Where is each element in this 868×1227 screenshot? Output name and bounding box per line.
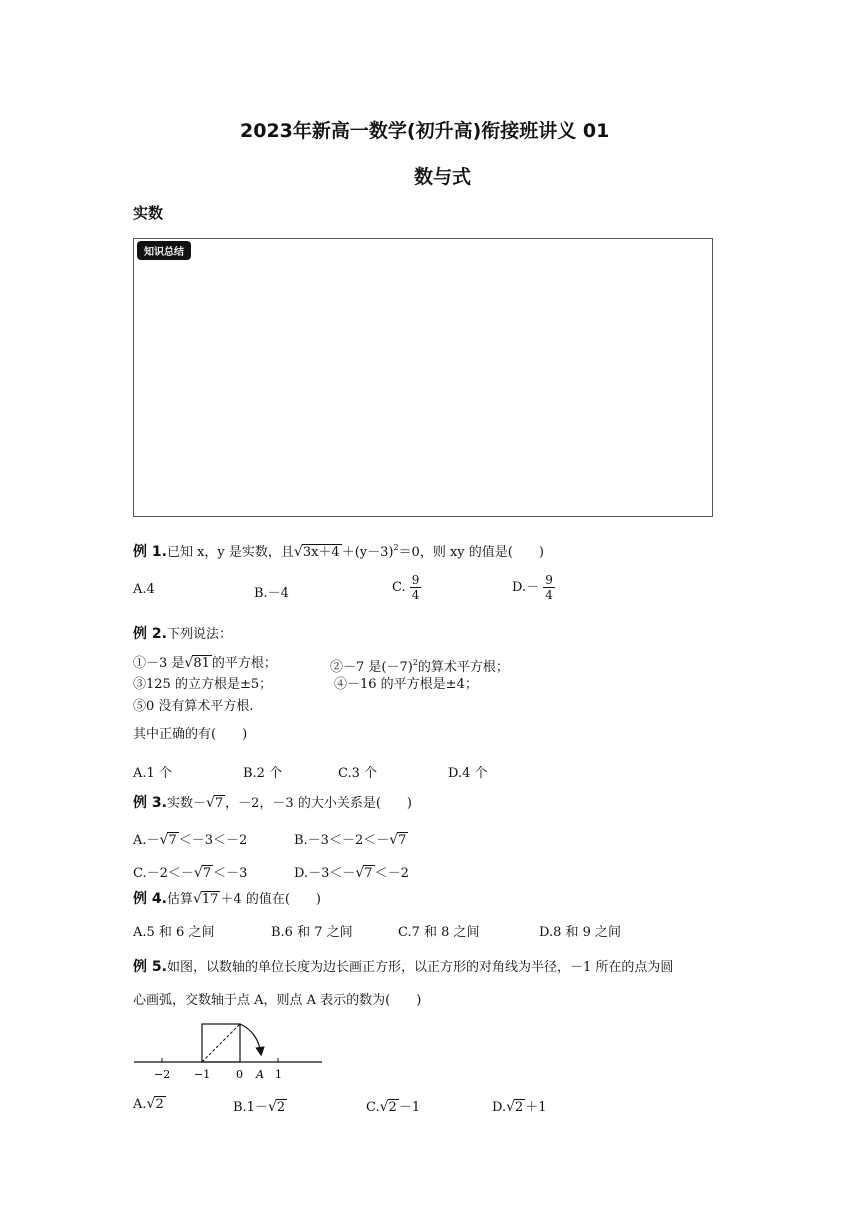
page-title: 2023年新高一数学(初升高)衔接班讲义 01 bbox=[240, 120, 610, 142]
example-1-option-a: A.4 bbox=[133, 582, 155, 597]
fraction: $\frac{9}{4}$ bbox=[411, 573, 420, 602]
statement-4: ④－16 的平方根是±4； bbox=[334, 677, 478, 692]
radicand: 3x＋4 bbox=[302, 545, 340, 560]
example-5-option-d: D.√2 ＋1 bbox=[492, 1099, 547, 1115]
sqrt-icon: √ bbox=[355, 865, 365, 881]
sqrt-icon: √ bbox=[506, 1099, 516, 1115]
knowledge-summary-tag: 知识总结 bbox=[137, 241, 191, 260]
example-2-question: 例 2.下列说法： bbox=[133, 626, 232, 642]
example-3-label: 例 3. bbox=[133, 795, 167, 811]
statement-5: ⑤0 没有算术平方根. bbox=[133, 699, 254, 714]
example-3-option-a: A.－√7 ＜－3＜－2 bbox=[133, 832, 248, 848]
example-1-option-d: D.－ $\frac{9}{4}$ bbox=[512, 573, 553, 602]
example-2-option-b: B.2 个 bbox=[243, 766, 283, 781]
arc-arrow bbox=[240, 1024, 261, 1054]
sqrt-icon: √ bbox=[293, 544, 303, 560]
example-2-option-a: A.1 个 bbox=[133, 766, 172, 781]
example-4-option-b: B.6 和 7 之间 bbox=[271, 925, 353, 940]
sqrt-icon: √ bbox=[379, 1099, 389, 1115]
sqrt-icon: √ bbox=[205, 795, 215, 811]
example-5-option-b: B.1－√2 bbox=[233, 1099, 286, 1115]
number-line-figure bbox=[130, 1018, 330, 1084]
example-4-question: 例 4.估算√17 ＋4 的值在( ) bbox=[133, 891, 321, 907]
example-5-option-c: C.√2 －1 bbox=[366, 1099, 421, 1115]
example-2-option-c: C.3 个 bbox=[338, 766, 378, 781]
example-1-question: 例 1.已知 x，y 是实数，且$√3x+4 +(y-3)^2=0$，则 xy 的值是( ) bbox=[133, 543, 544, 560]
example-1-label: 例 1. bbox=[133, 544, 167, 560]
axis-label: −1 bbox=[194, 1068, 211, 1081]
statement-2: ②－7 是$(-7)^2$的算术平方根； bbox=[330, 658, 509, 675]
example-1-option-c: C. $\frac{9}{4}$ bbox=[392, 573, 420, 602]
example-3-option-c: C.－2＜－√7 ＜－3 bbox=[133, 865, 248, 881]
sqrt-icon: √ bbox=[192, 891, 202, 907]
example-2-label: 例 2. bbox=[133, 626, 167, 642]
example-5-question-line-1: 例 5.如图，以数轴的单位长度为边长画正方形，以正方形的对角线为半径，－1 所在的点为圆 bbox=[133, 959, 674, 975]
knowledge-summary-box bbox=[133, 238, 713, 517]
example-2-prompt: 其中正确的有( ) bbox=[133, 727, 248, 742]
example-1-option-b: B.－4 bbox=[254, 586, 289, 601]
example-4-option-d: D.8 和 9 之间 bbox=[539, 925, 622, 940]
sqrt-icon: √ bbox=[146, 1096, 156, 1112]
section-heading: 实数 bbox=[133, 204, 164, 222]
example-3-option-d: D.－3＜－√7 ＜－2 bbox=[294, 865, 409, 881]
example-4-label: 例 4. bbox=[133, 891, 167, 907]
example-2-option-d: D.4 个 bbox=[448, 766, 488, 781]
sqrt-icon: √ bbox=[389, 832, 399, 848]
statement-3: ③125 的立方根是±5； bbox=[133, 677, 273, 692]
axis-label: 0 bbox=[236, 1068, 243, 1081]
sqrt-icon: √ bbox=[184, 655, 194, 671]
example-5-option-a: A.√2 bbox=[133, 1096, 164, 1112]
sqrt-icon: √ bbox=[193, 865, 203, 881]
axis-label: −2 bbox=[154, 1068, 171, 1081]
example-5-label: 例 5. bbox=[133, 959, 167, 975]
diagonal bbox=[202, 1024, 240, 1062]
axis-label: 1 bbox=[275, 1068, 282, 1081]
axis-label: A bbox=[256, 1068, 264, 1081]
sqrt-icon: √ bbox=[267, 1099, 277, 1115]
example-5-question-line-2: 心画弧，交数轴于点 A，则点 A 表示的数为( ) bbox=[133, 993, 422, 1008]
example-4-option-a: A.5 和 6 之间 bbox=[133, 925, 215, 940]
example-3-option-b: B.－3＜－2＜－√7 bbox=[294, 832, 407, 848]
statement-1: ①－3 是√81 的平方根； bbox=[133, 655, 277, 671]
page-subtitle: 数与式 bbox=[414, 166, 472, 188]
example-4-option-c: C.7 和 8 之间 bbox=[398, 925, 480, 940]
example-3-question: 例 3.实数－√7 ，－2，－3 的大小关系是( ) bbox=[133, 795, 412, 811]
sqrt-icon: √ bbox=[159, 832, 169, 848]
fraction: $\frac{9}{4}$ bbox=[545, 573, 553, 602]
